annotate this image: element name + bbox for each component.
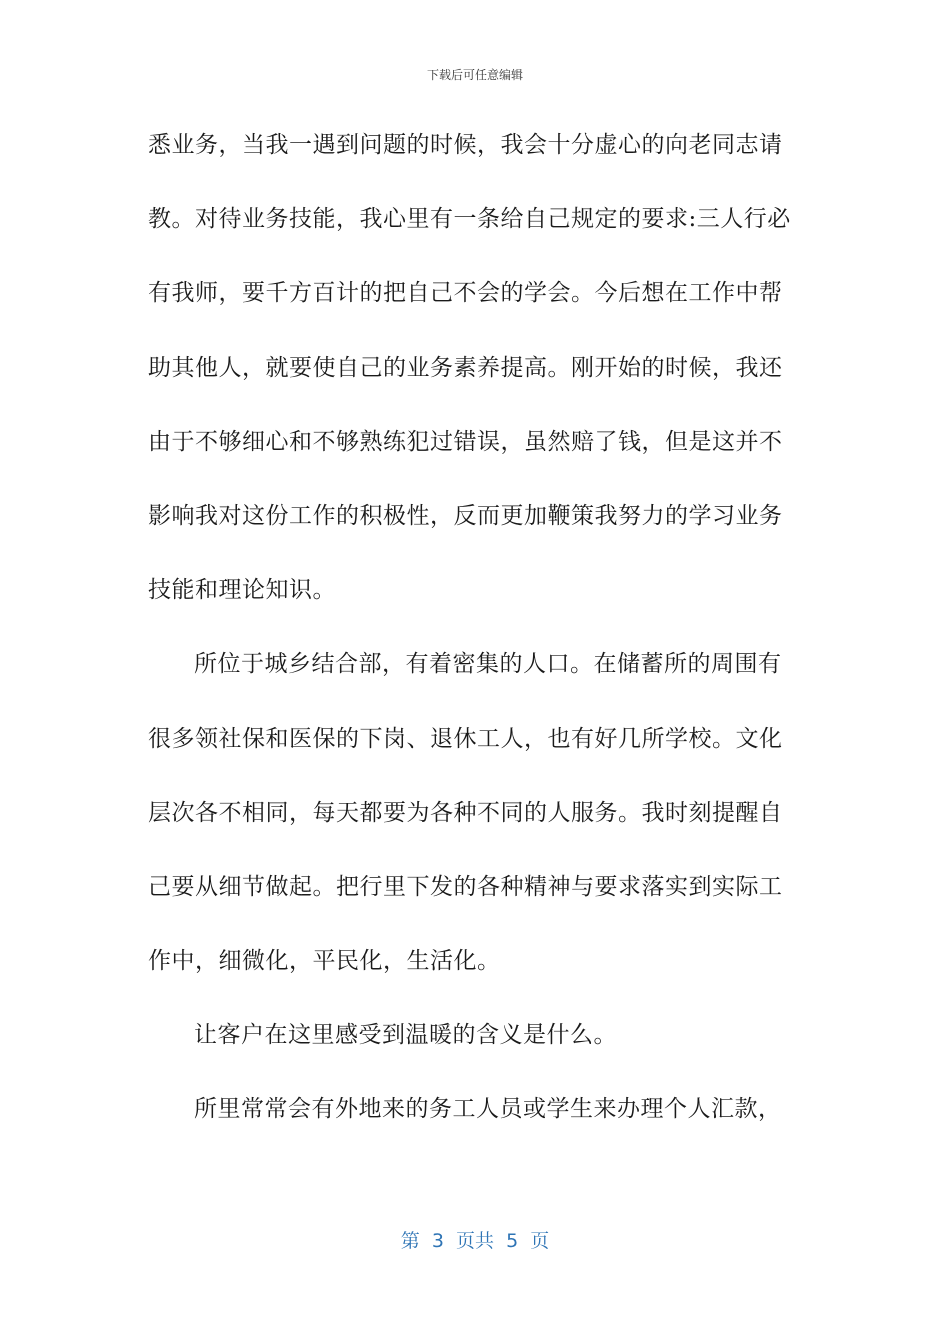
text-line: 由于不够细心和不够熟练犯过错误，虽然赔了钱，但是这并不 [148,428,783,455]
text-line: 教。对待业务技能，我心里有一条给自己规定的要求:三人行必 [148,206,791,233]
text-line: 层次各不相同，每天都要为各种不同的人服务。我时刻提醒自 [148,799,783,826]
paragraph-start-line: 所里常常会有外地来的务工人员或学生来办理个人汇款， [194,1096,782,1123]
document-body [148,125,808,1164]
text-line: 助其他人，就要使自己的业务素养提高。刚开始的时候，我还 [148,354,783,381]
text-line: 作中，细微化，平民化，生活化。 [148,948,501,975]
text-line: 有我师，要千方百计的把自己不会的学会。今后想在工作中帮 [148,280,783,307]
text-line: 技能和理论知识。 [148,577,336,604]
text-line: 影响我对这份工作的积极性，反而更加鞭策我努力的学习业务 [148,502,783,529]
paragraph-start-line: 所位于城乡结合部，有着密集的人口。在储蓄所的周围有 [194,651,782,678]
text-line: 己要从细节做起。把行里下发的各种精神与要求落实到实际工 [148,873,783,900]
page-footer: 第 3 页共 5 页 [400,1230,550,1252]
text-line: 很多领社保和医保的下岗、退休工人，也有好几所学校。文化 [148,725,783,752]
text-line: 悉业务，当我一遇到问题的时候，我会十分虚心的向老同志请 [148,132,783,158]
page-header: 下载后可任意编辑 [426,68,523,82]
paragraph-start-line: 让客户在这里感受到温暖的含义是什么。 [194,1022,617,1049]
